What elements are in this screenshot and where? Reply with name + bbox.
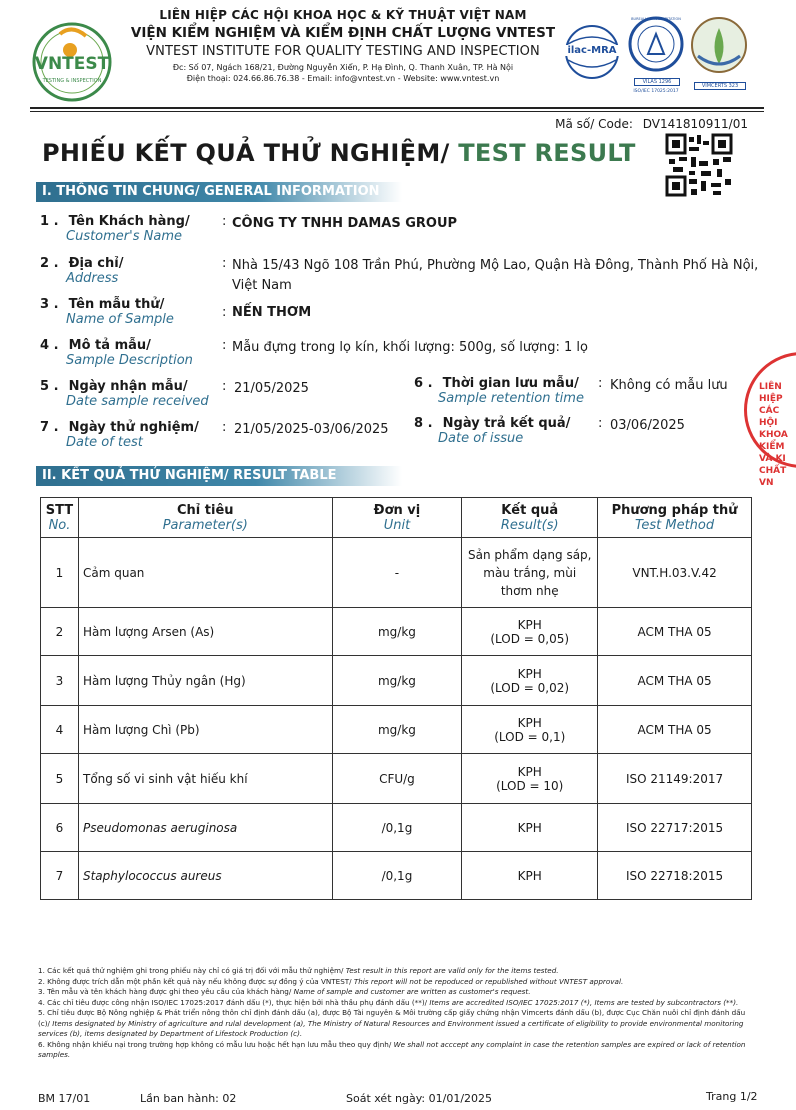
- vntest-logo: [30, 20, 114, 104]
- page-title: [42, 139, 636, 167]
- qr-code: [665, 133, 733, 197]
- info-label-en: Address: [66, 271, 119, 286]
- footer-edition: Lần ban hành: 02: [140, 1092, 237, 1105]
- footnote: 3. Tên mẫu và tên khách hàng được ghi theo yêu cầu của khách hàng/ Name of sample and customer are written as customer's request.: [38, 987, 531, 996]
- footnote: 2. Không được trích dẫn một phần kết quả này nếu không được sự đồng ý của VNTEST/ This report will not be repoduced or republished without VNTEST approval.: [38, 976, 624, 986]
- header: [118, 8, 568, 83]
- received-value: 21/05/2025: [234, 381, 309, 396]
- table-row: [41, 608, 752, 656]
- test-date-value: 21/05/2025-03/06/2025: [234, 422, 389, 437]
- col-header-method: Phương pháp thử Test Method: [598, 498, 752, 538]
- info-label-vi: Ngày trả kết quả/: [442, 416, 571, 431]
- col-header-result: Kết quả Result(s): [462, 498, 598, 538]
- cell-no: 2: [41, 608, 79, 656]
- title-vi: PHIẾU KẾT QUẢ THỬ NGHIỆM/: [42, 139, 450, 167]
- cell-unit: mg/kg: [332, 608, 462, 656]
- cell-parameter: Staphylococcus aureus: [78, 852, 332, 900]
- info-label-en: Date sample received: [66, 394, 209, 409]
- boa-text: BUREAU OF ACCREDITATION: [631, 17, 681, 21]
- cell-result: KPH: [462, 804, 598, 852]
- footer-review-date: Soát xét ngày: 01/01/2025: [346, 1092, 493, 1105]
- header-line2: VIỆN KIỂM NGHIỆM VÀ KIỂM ĐỊNH CHẤT LƯỢNG VNTEST: [130, 25, 556, 41]
- info-num: 3 .: [40, 297, 59, 312]
- footnote: 5. Chỉ tiêu được Bộ Nông nghiệp & Phát triển nông thôn chỉ định đánh dấu (a), được Bộ Tài nguyên & Môi trường cấp giấy chứng nhận Vimcerts đánh dấu (b), được Cục Chăn nuôi chỉ định đánh dấu (c)/ Items designated by Ministry of agriculture and rulal development (a), The Ministry of Natural Resources and Environment issued a certificate of eligibility to provide environmental monitoring services (b), items designated by Department of Lifestock Production (c).: [38, 1008, 746, 1038]
- cell-result: KPH (LOD = 0,1): [462, 706, 598, 754]
- issue-date-value: 03/06/2025: [610, 418, 685, 433]
- info-num: 6 .: [414, 376, 433, 391]
- info-label-en: Customer's Name: [66, 229, 182, 244]
- col-header-unit: Đơn vị Unit: [332, 498, 462, 538]
- cell-result: Sản phẩm dạng sáp, màu trắng, mùi thơm nhẹ: [462, 538, 598, 608]
- info-label-en: Sample retention time: [438, 391, 584, 406]
- header-rule-thin: [30, 111, 764, 112]
- cell-method: ISO 22718:2015: [598, 852, 752, 900]
- info-num: 1 .: [40, 214, 59, 229]
- header-line3: VNTEST INSTITUTE FOR QUALITY TESTING AND INSPECTION: [146, 44, 540, 59]
- cell-method: ISO 22717:2015: [598, 804, 752, 852]
- info-num: 4 .: [40, 338, 59, 353]
- cell-unit: -: [332, 538, 462, 608]
- info-label-vi: Mô tả mẫu/: [68, 338, 151, 353]
- table-row: [41, 852, 752, 900]
- boa-logo: [628, 16, 684, 100]
- report-code-label: Mã số/ Code:: [555, 117, 633, 131]
- cell-parameter: Pseudomonas aeruginosa: [78, 804, 332, 852]
- cell-parameter: Hàm lượng Chì (Pb): [78, 706, 332, 754]
- cell-method: ISO 21149:2017: [598, 754, 752, 804]
- header-line1: LIÊN HIỆP CÁC HỘI KHOA HỌC & KỸ THUẬT VIỆT NAM: [159, 8, 527, 22]
- header-rule: [30, 107, 764, 109]
- footer-form-code: BM 17/01: [38, 1092, 91, 1105]
- cell-method: VNT.H.03.V.42: [598, 538, 752, 608]
- col-header-no: STT No.: [41, 498, 79, 538]
- info-label-vi: Tên mẫu thử/: [68, 297, 165, 312]
- vimcerts-code: VIMCERTS 323: [694, 82, 746, 90]
- info-label-vi: Tên Khách hàng/: [68, 214, 190, 229]
- info-label-vi: Ngày thử nghiệm/: [68, 420, 199, 435]
- table-row: [41, 656, 752, 706]
- col-header-parameter: Chỉ tiêu Parameter(s): [78, 498, 332, 538]
- table-row: [41, 804, 752, 852]
- vntest-logo-text: VNTEST: [34, 54, 110, 74]
- table-row: [41, 538, 752, 608]
- table-row: [41, 706, 752, 754]
- address-value: Nhà 15/43 Ngõ 108 Trần Phú, Phường Mộ Lao, Quận Hà Đông, Thành Phố Hà Nội, Việt Nam: [232, 258, 759, 293]
- info-label-vi: Ngày nhận mẫu/: [68, 379, 188, 394]
- cell-unit: /0,1g: [332, 852, 462, 900]
- info-num: 2 .: [40, 256, 59, 271]
- cell-unit: CFU/g: [332, 754, 462, 804]
- info-num: 8 .: [414, 416, 433, 431]
- customer-value: CÔNG TY TNHH DAMAS GROUP: [232, 216, 458, 231]
- boa-code: VILAS 1296: [634, 78, 680, 86]
- footnote: 4. Các chỉ tiêu được công nhận ISO/IEC 17025:2017 đánh dấu (*), thực hiện bởi nhà thầu phụ đánh dấu (**)/ Items are accredited ISO/IEC 17025:2017 (*), Items are tested by subcontractors (**).: [38, 997, 739, 1007]
- cell-method: ACM THA 05: [598, 706, 752, 754]
- table-header-row: [41, 498, 752, 538]
- cell-no: 5: [41, 754, 79, 804]
- cell-parameter: Cảm quan: [78, 538, 332, 608]
- red-stamp: [744, 352, 796, 488]
- section-general-info: I. THÔNG TIN CHUNG/ GENERAL INFORMATION: [36, 182, 402, 202]
- stamp-text: LIÊN HIỆP CÁC HỘI KHOA KIỂM VÀ KI CHẤT VN: [759, 382, 788, 488]
- cell-unit: mg/kg: [332, 706, 462, 754]
- info-label-vi: Địa chỉ/: [68, 256, 124, 271]
- section-result-table: II. KẾT QUẢ THỬ NGHIỆM/ RESULT TABLE: [36, 466, 402, 486]
- cell-result: KPH (LOD = 0,02): [462, 656, 598, 706]
- info-label-en: Date of issue: [438, 431, 524, 446]
- cell-parameter: Hàm lượng Thủy ngân (Hg): [78, 656, 332, 706]
- cell-method: ACM THA 05: [598, 608, 752, 656]
- vimcerts-logo: [690, 16, 748, 100]
- cell-result: KPH (LOD = 10): [462, 754, 598, 804]
- cell-result: KPH: [462, 852, 598, 900]
- cell-parameter: Hàm lượng Arsen (As): [78, 608, 332, 656]
- cell-no: 3: [41, 656, 79, 706]
- description-value: Mẫu đựng trong lọ kín, khối lượng: 500g, số lượng: 1 lọ: [232, 340, 588, 355]
- cell-unit: /0,1g: [332, 804, 462, 852]
- cell-no: 4: [41, 706, 79, 754]
- footnotes: [38, 966, 758, 1061]
- boa-standard: ISO/IEC 17025:2017: [633, 89, 679, 94]
- cell-unit: mg/kg: [332, 656, 462, 706]
- sample-value: NẾN THƠM: [232, 305, 312, 320]
- title-en: TEST RESULT: [449, 139, 636, 167]
- footnote: 1. Các kết quả thử nghiệm ghi trong phiếu này chỉ có giá trị đối với mẫu thử nghiệm/ Test result in this report are valid only for the items tested.: [38, 966, 559, 975]
- ilac-mra-text: ilac-MRA: [562, 45, 622, 56]
- header-contact: Điện thoại: 024.66.86.76.38 - Email: info@vntest.vn - Website: www.vntest.vn: [186, 74, 500, 83]
- result-table: [40, 497, 752, 900]
- ilac-mra-logo: [562, 22, 622, 82]
- cell-no: 1: [41, 538, 79, 608]
- info-label-vi: Thời gian lưu mẫu/: [442, 376, 579, 391]
- report-code: [555, 117, 748, 131]
- vntest-logo-subtext: TESTING & INSPECTION: [42, 78, 102, 84]
- info-num: 5 .: [40, 379, 59, 394]
- table-row: [41, 754, 752, 804]
- retention-value: Không có mẫu lưu: [610, 378, 728, 393]
- header-address: Đc: Số 07, Ngách 168/21, Đường Nguyễn Xiển, P. Hạ Đình, Q. Thanh Xuân, TP. Hà Nội: [172, 63, 514, 72]
- info-label-en: Sample Description: [66, 353, 193, 368]
- footnote: 6. Không nhận khiếu nại trong trường hợp không có mẫu lưu hoặc hết hạn lưu mẫu theo quy định/ We shall not acccept any complaint in case the retention samples are expired or lack of retention samples.: [38, 1039, 746, 1059]
- cell-no: 7: [41, 852, 79, 900]
- cell-no: 6: [41, 804, 79, 852]
- footer-page-number: Trang 1/2: [706, 1090, 758, 1103]
- cell-method: ACM THA 05: [598, 656, 752, 706]
- info-label-en: Date of test: [66, 435, 143, 450]
- cell-result: KPH (LOD = 0,05): [462, 608, 598, 656]
- cell-parameter: Tổng số vi sinh vật hiếu khí: [78, 754, 332, 804]
- info-num: 7 .: [40, 420, 59, 435]
- info-label-en: Name of Sample: [66, 312, 174, 327]
- report-code-value: DV141810911/01: [642, 117, 748, 131]
